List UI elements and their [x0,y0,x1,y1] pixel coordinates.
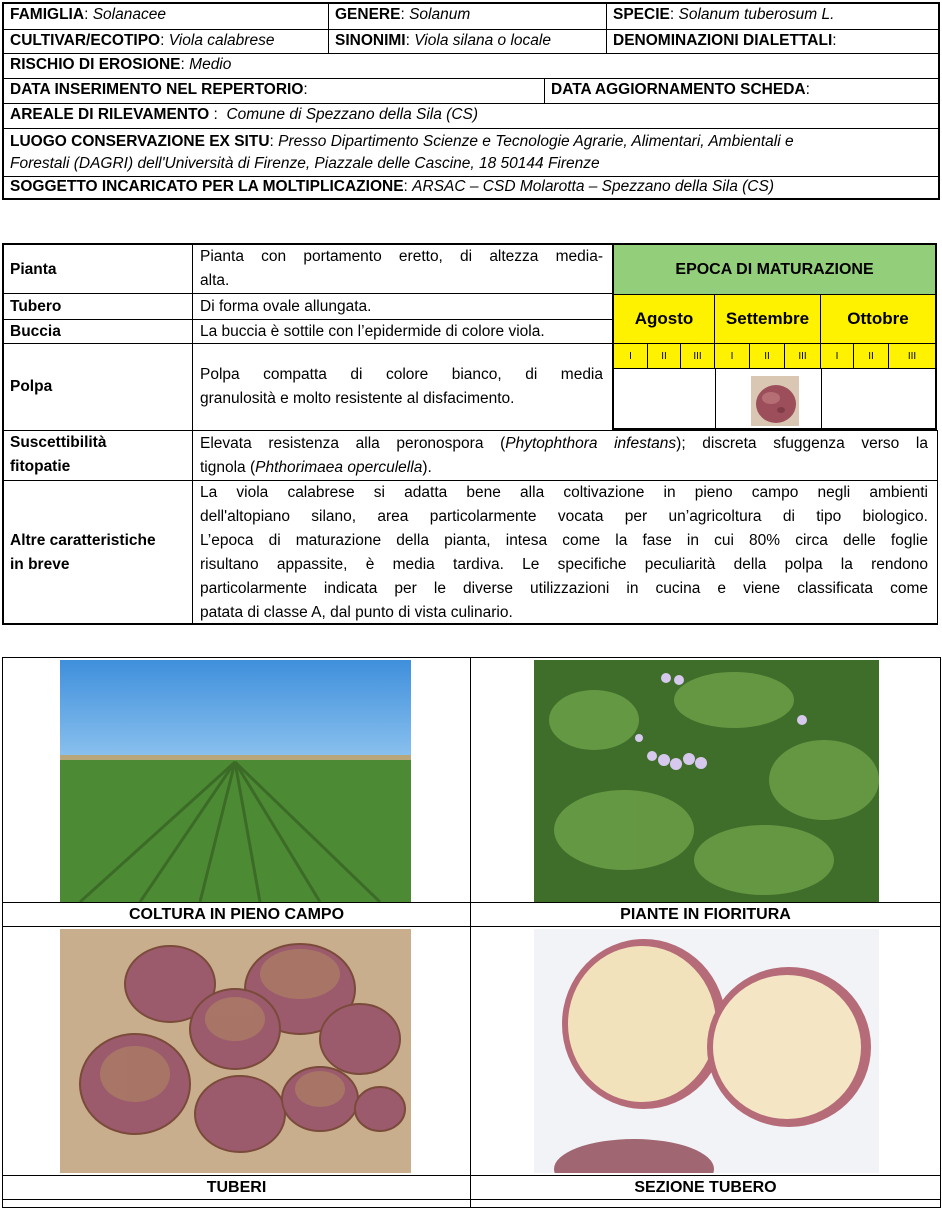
polpa-line-1: Polpa compatta di colore bianco, di media [200,366,603,383]
tubers-photo [60,929,411,1173]
photo-grid [2,657,941,1208]
luogo-cell: LUOGO CONSERVAZIONE EX SITU: Presso Dipartimento Scienze e Tecnologie Agrarie, Alimentari, Ambientali e Forestali (DAGRI) dell'Università di Firenze, Piazzale delle Cascine, 18 50144 Firenze [10,133,794,172]
decade-cell: I [715,344,750,369]
altre-line: La viola calabrese si adatta bene alla coltivazione in pieno campo negli ambienti [200,484,928,501]
potato-marker-image [751,376,799,426]
rule [2,430,938,431]
caption-coltura: COLTURA IN PIENO CAMPO [3,902,470,926]
rule [3,926,940,927]
tubero-label: Tubero [10,298,62,315]
rischio-cell: RISCHIO DI EROSIONE: Medio [10,56,232,73]
header-row-2 [4,30,938,54]
famiglia-value: Solanacee [92,6,166,23]
header-row-5 [4,104,938,129]
flowering-photo [534,660,879,902]
tubero-text: Di forma ovale allungata. [200,298,372,315]
decade-cell: III [681,344,715,369]
sinonimi-cell: SINONIMI: Viola silana o locale [328,30,606,53]
suscettibilita-label-line-1: Suscettibilità [10,434,107,451]
photo-coltura-pieno-campo [60,660,411,902]
suscettibilita-line-2 [200,456,928,480]
suscettibilita-label-line-2: fitopatie [10,458,71,475]
header-row-1 [4,4,938,30]
decade-cell: II [648,344,681,369]
polpa-text [200,363,603,411]
rischio-value: Medio [189,56,232,73]
areale-cell: AREALE DI RILEVAMENTO : Comune di Spezzano della Sila (CS) [10,106,479,123]
rule [937,430,938,625]
altre-label-line-2: in breve [10,556,70,573]
decade-cell: III [889,344,935,369]
caption-sezione: SEZIONE TUBERO [471,1175,940,1199]
maturation-title: EPOCA DI MATURAZIONE [614,245,935,295]
photo-tuberi [60,929,411,1173]
cultivar-cell: CULTIVAR/ECOTIPO: Viola calabrese [10,32,275,49]
maturation-marks-row [614,369,935,428]
polpa-line-2: granulosità e molto resistente al disfacimento. [200,390,515,407]
pianta-line-1: Pianta con portamento eretto, di altezza media- [200,248,603,265]
rule [470,658,471,1207]
header-table [2,2,940,200]
areale-value: Comune di Spezzano della Sila (CS) [226,106,479,123]
photo-sezione-tubero [534,929,879,1173]
rule [821,369,822,428]
decade-cell: II [750,344,785,369]
soggetto-cell: SOGGETTO INCARICATO PER LA MOLTIPLICAZIONE: ARSAC – CSD Molarotta – Spezzano della Sila (CS) [10,178,774,195]
text-fragment: ). [422,459,432,476]
text-fragment: ); discreta sfuggenza verso la [676,435,928,452]
soggetto-label: SOGGETTO INCARICATO PER LA MOLTIPLICAZIONE [10,178,404,195]
sinonimi-label: SINONIMI [335,32,406,49]
month-settembre: Settembre [715,295,821,344]
altre-caratteristiche-label [10,529,156,577]
soggetto-value: ARSAC – CSD Molarotta – Spezzano della Sila (CS) [412,178,774,195]
decade-cell: III [785,344,821,369]
cultivar-value: Viola calabrese [168,32,275,49]
header-row-4 [4,79,938,104]
sinonimi-value: Viola silana o locale [414,32,551,49]
buccia-text: La buccia è sottile con l’epidermide di colore viola. [200,323,545,340]
suscettibilita-text [200,432,928,480]
decade-cell: I [821,344,854,369]
header-row-3 [4,54,938,79]
text-fragment: tignola ( [200,459,256,476]
text-fragment: Elevata resistenza alla peronospora ( [200,435,506,452]
altre-line: L’epoca di maturazione della pianta, intesa come la fase in cui 80% circa delle foglie [200,532,928,549]
luogo-label: LUOGO CONSERVAZIONE EX SITU [10,133,270,150]
rule [2,293,614,294]
pianta-text [200,245,603,293]
rule [3,1199,940,1200]
rule [715,369,716,428]
section-photo [534,929,879,1173]
month-ottobre: Ottobre [821,295,935,344]
suscettibilita-line-1 [200,432,928,456]
decade-cell: I [614,344,648,369]
altre-caratteristiche-text [200,481,928,625]
caption-fioritura: PIANTE IN FIORITURA [471,902,940,926]
areale-label: AREALE DI RILEVAMENTO [10,106,210,123]
data-aggiornamento-cell: DATA AGGIORNAMENTO SCHEDA: [544,79,938,103]
decade-cell: II [854,344,889,369]
altre-label-line-1: Altre caratteristiche [10,532,156,549]
pianta-line-2: alta. [200,272,230,289]
genere-cell: GENERE: Solanum [328,4,606,29]
genere-label: GENERE [335,6,401,23]
specie-cell: SPECIE: Solanum tuberosum L. [606,4,938,29]
cultivar-label: CULTIVAR/ECOTIPO [10,32,161,49]
maturation-months-row [614,295,935,344]
caption-tuberi: TUBERI [3,1175,470,1199]
header-row-6 [4,129,938,177]
buccia-label: Buccia [10,323,61,340]
altre-line: risultano appassite, è media tardiva. Le specifiche peculiarità della polpa la rendono [200,556,928,573]
data-inserimento-cell: DATA INSERIMENTO NEL REPERTORIO: [10,81,308,98]
pianta-label: Pianta [10,261,57,278]
famiglia-cell: FAMIGLIA: Solanacee [10,6,166,23]
pest-name: Phthorimaea operculella [255,459,423,476]
specie-value: Solanum tuberosum L. [678,6,835,23]
maturation-decades-row [614,344,935,369]
genere-value: Solanum [409,6,471,23]
famiglia-label: FAMIGLIA [10,6,85,23]
header-row-7 [4,177,938,198]
suscettibilita-label [10,431,106,479]
potato-icon [751,376,799,426]
denominazioni-cell: DENOMINAZIONI DIALETTALI: [606,30,938,53]
field-photo [60,660,411,902]
specie-label: SPECIE [613,6,670,23]
polpa-label: Polpa [10,378,53,395]
pathogen-name: Phytophthora infestans [505,435,677,452]
data-aggiornamento-label: DATA AGGIORNAMENTO SCHEDA [551,81,806,98]
rule [2,243,4,625]
data-inserimento-label: DATA INSERIMENTO NEL REPERTORIO [10,81,304,98]
altre-line: particolarmente indicata per le diverse utilizzazioni in cucina e viene classificata come [200,580,928,597]
denominazioni-label: DENOMINAZIONI DIALETTALI [613,32,833,49]
month-agosto: Agosto [614,295,715,344]
luogo-value-line2: Forestali (DAGRI) dell'Università di Firenze, Piazzale delle Cascine, 18 50144 Firenze [10,155,600,172]
maturation-table [612,243,937,430]
rischio-label: RISCHIO DI EROSIONE [10,56,181,73]
luogo-value-line1: Presso Dipartimento Scienze e Tecnologie Agrarie, Alimentari, Ambientali e [278,133,794,150]
rule [192,243,193,625]
photo-piante-fioritura [534,660,879,902]
altre-line: dell'altopiano silano, area particolarmente vocata per un’agricoltura di tipo biologico. [200,508,928,525]
altre-line: patata di classe A, dal punto di vista culinario. [200,604,513,621]
